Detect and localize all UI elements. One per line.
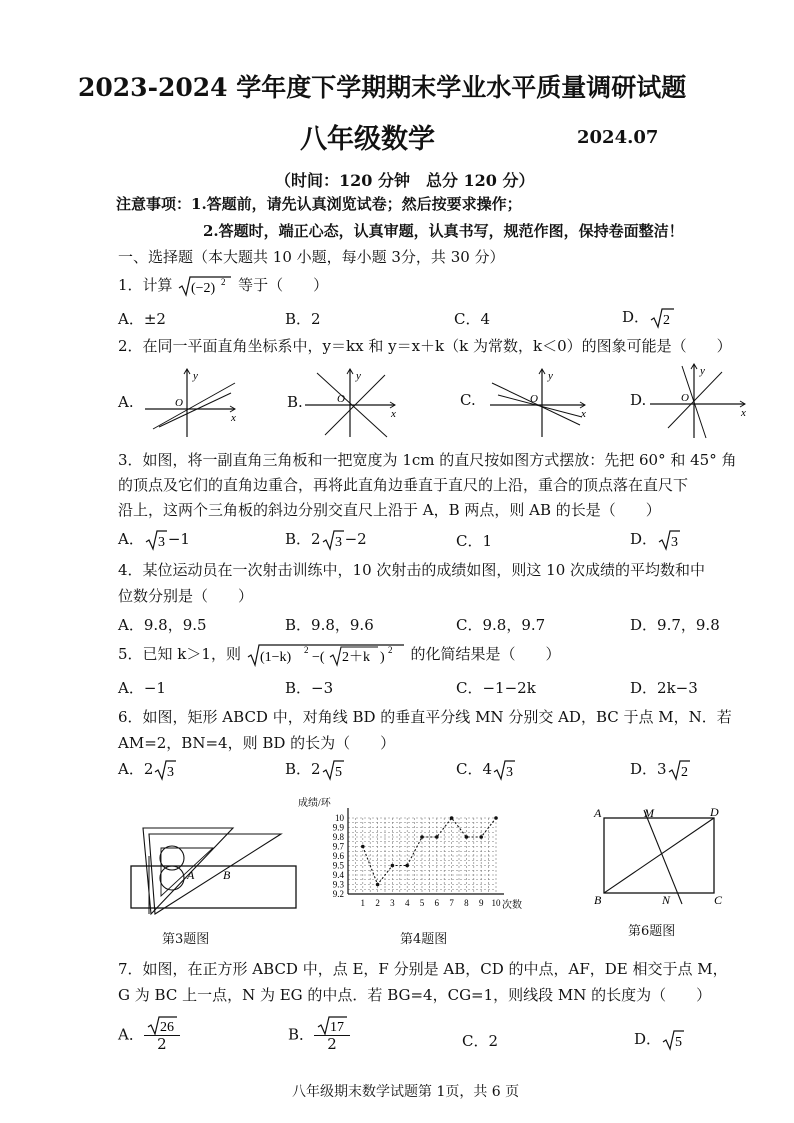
exam-date: 2024.07 xyxy=(577,127,659,148)
y-tick-label: 9.4 xyxy=(332,870,344,880)
x-tick-label: 1 xyxy=(360,898,366,908)
q1-option-d[interactable]: D． 2 xyxy=(622,306,675,329)
q7-option-b[interactable]: B． $\frac{17}{2}$ xyxy=(288,1015,350,1053)
question-2-stem: 2．在同一平面直角坐标系中，y＝kx 和 y＝x＋k（k 为常数，k＜0）的图象可能是（ ） xyxy=(118,337,732,355)
q5-option-a[interactable]: A．−1 xyxy=(118,679,166,697)
sqrt-icon xyxy=(321,759,345,781)
q7-option-a[interactable]: A． $\frac{26}{2}$ xyxy=(118,1015,180,1053)
x-tick-label: 6 xyxy=(434,898,440,908)
question-4-line1: 4．某位运动员在一次射击训练中，10 次射击的成绩如图，则这 10 次成绩的平均数和中 xyxy=(118,561,706,579)
y-tick-label: 9.7 xyxy=(332,841,344,852)
svg-text:3: 3 xyxy=(167,765,175,780)
page-footer: 八年级期末数学试题第 1页，共 6 页 xyxy=(292,1084,520,1100)
q6-option-a[interactable]: A．2 3 xyxy=(118,758,177,781)
time-info: （时间：120 分钟 总分 120 分） xyxy=(275,171,535,190)
q2-graph-d xyxy=(650,360,750,440)
svg-text:B: B xyxy=(223,868,231,882)
x-tick-label: 5 xyxy=(419,898,425,908)
question-4-line2: 位数分别是（ ） xyxy=(118,587,254,605)
q1-text: 1．计算 xyxy=(118,276,173,294)
figure-4-caption: 第4题图 xyxy=(400,932,448,947)
svg-text:D: D xyxy=(710,805,719,819)
svg-text:N: N xyxy=(662,893,671,907)
q3-option-a[interactable]: A． 3 −1 xyxy=(118,530,190,550)
q1-option-c[interactable]: C．4 xyxy=(454,310,491,328)
svg-text:2＋k: 2＋k xyxy=(341,650,370,665)
svg-text:x: x xyxy=(231,412,236,424)
q7-option-c[interactable]: C．2 xyxy=(462,1032,499,1050)
data-point xyxy=(435,835,439,839)
svg-text:y: y xyxy=(356,370,361,382)
y-tick-label: 9.2 xyxy=(332,889,344,899)
figure-4-chart xyxy=(296,796,526,926)
figure-6-caption: 第6题图 xyxy=(628,924,676,939)
q6-option-b[interactable]: B．2 5 xyxy=(285,758,345,781)
q1-option-a[interactable]: A．±2 xyxy=(118,310,166,328)
x-axis-label: 次数 xyxy=(502,900,522,911)
figure-3-caption: 第3题图 xyxy=(162,932,210,947)
sqrt-icon xyxy=(492,759,516,781)
svg-text:y: y xyxy=(700,365,705,377)
question-6-line1: 6．如图，矩形 ABCD 中，对角线 BD 的垂直平分线 MN 分别交 AD，BC 于点 M，N．若 xyxy=(118,708,732,726)
q2-option-c[interactable]: C. xyxy=(460,391,476,409)
svg-text:y: y xyxy=(548,370,553,382)
svg-text:M: M xyxy=(644,806,654,820)
notice-2: 2.答题时，端正心态，认真审题，认真书写，规范作图，保持卷面整洁！ xyxy=(203,222,684,240)
question-3-line2: 的顶点及它们的直角边重合，再将此直角边垂直于直尺的上沿，重合的顶点落在直尺下 xyxy=(118,476,689,494)
svg-text:A: A xyxy=(594,806,602,820)
sqrt-icon xyxy=(316,1015,348,1035)
x-tick-label: 10 xyxy=(491,898,501,908)
q4-option-a[interactable]: A．9.8，9.5 xyxy=(118,616,207,634)
svg-text:2: 2 xyxy=(221,277,226,287)
y-axis-label: 成绩/环 xyxy=(298,798,331,809)
y-tick-label: 9.6 xyxy=(332,851,344,861)
svg-text:B: B xyxy=(594,893,602,907)
question-7-line2: G 为 BC 上一点，N 为 EG 的中点．若 BG=4，CG=1，则线段 MN 的长度为（ ） xyxy=(118,986,712,1004)
svg-text:): ) xyxy=(379,650,385,665)
q2-graph-b xyxy=(305,365,400,440)
x-tick-label: 3 xyxy=(390,898,395,908)
svg-text:x: x xyxy=(741,407,746,419)
data-point xyxy=(405,864,409,868)
data-point xyxy=(420,835,424,839)
q4-option-c[interactable]: C．9.8，9.7 xyxy=(456,616,546,634)
svg-text:O: O xyxy=(175,397,183,409)
data-point xyxy=(479,835,483,839)
svg-text:(−2): (−2) xyxy=(191,281,216,296)
question-6-line2: AM=2，BN=4，则 BD 的长为（ ） xyxy=(118,734,396,752)
svg-text:26: 26 xyxy=(159,1020,174,1035)
data-point xyxy=(361,845,365,849)
svg-text:3: 3 xyxy=(334,535,342,550)
svg-text:2: 2 xyxy=(663,313,671,328)
svg-text:2: 2 xyxy=(387,645,393,655)
sqrt-icon xyxy=(657,529,681,551)
q2-graph-a xyxy=(145,365,240,440)
svg-text:5: 5 xyxy=(675,1035,683,1050)
notice-1 xyxy=(116,193,522,214)
figure-3 xyxy=(125,818,305,923)
y-tick-label: 9.8 xyxy=(332,832,344,842)
q6-option-d[interactable]: D．3 2 xyxy=(630,758,691,781)
data-point xyxy=(450,816,454,820)
q3-option-c[interactable]: C．1 xyxy=(456,532,493,550)
svg-text:2: 2 xyxy=(303,645,309,655)
y-tick-label: 9.9 xyxy=(332,822,344,833)
y-tick-label: 10 xyxy=(335,813,344,823)
question-3-line3: 沿上，这两个三角板的斜边分别交直尺上沿于 A，B 两点，则 AB 的长是（ ） xyxy=(118,501,661,519)
q3-option-d[interactable]: D． 3 xyxy=(630,528,681,551)
q7-option-d[interactable]: D． 5 xyxy=(634,1028,685,1051)
section-title: 一、选择题（本大题共 10 小题，每小题 3分，共 30 分） xyxy=(118,248,505,266)
x-tick-label: 2 xyxy=(375,898,380,908)
figure-6 xyxy=(592,805,727,908)
x-tick-label: 7 xyxy=(449,898,454,908)
question-3-line1: 3．如图，将一副直角三角板和一把宽度为 1cm 的直尺按如图方式摆放：先把 60° 和 45° 角 xyxy=(118,451,737,469)
q2-option-a[interactable]: A. xyxy=(118,393,134,411)
data-point xyxy=(494,816,498,820)
sqrt-icon xyxy=(144,529,168,551)
sqrt-icon xyxy=(177,275,233,297)
sqrt-icon xyxy=(661,1029,685,1051)
svg-text:O: O xyxy=(681,392,689,404)
data-point xyxy=(391,864,395,868)
question-7-line1: 7．如图，在正方形 ABCD 中，点 E，F 分别是 AB，CD 的中点，AF，DE 相交于点 M， xyxy=(118,960,728,978)
sqrt-icon xyxy=(146,1015,178,1035)
sqrt-icon xyxy=(153,759,177,781)
q6-option-c[interactable]: C．4 3 xyxy=(456,758,516,781)
svg-text:A: A xyxy=(187,868,195,882)
exam-title: 2023-2024 学年度下学期期末学业水平质量调研试题 xyxy=(78,73,687,102)
q1-text-b: 等于（ ） xyxy=(238,276,329,294)
question-1-stem xyxy=(118,274,328,297)
svg-text:y: y xyxy=(193,370,198,382)
x-tick-label: 8 xyxy=(464,898,469,908)
data-point xyxy=(376,883,380,887)
svg-text:O: O xyxy=(337,393,345,405)
svg-text:x: x xyxy=(581,408,586,420)
q5-option-b[interactable]: B．−3 xyxy=(285,679,334,697)
q3-option-b[interactable]: B．2 3 −2 xyxy=(285,530,367,550)
q1-option-b[interactable]: B．2 xyxy=(285,310,321,328)
svg-text:C: C xyxy=(714,893,723,907)
question-5-stem: 5．已知 k＞1，则 (1−k) 2 −( 2＋k ) 2 的化简结果是（ ） xyxy=(118,645,561,665)
sqrt-icon xyxy=(321,529,345,551)
q5-option-d[interactable]: D．2k−3 xyxy=(630,679,698,697)
x-tick-label: 9 xyxy=(478,898,484,908)
q2-graph-c xyxy=(490,365,590,440)
y-tick-label: 9.5 xyxy=(332,860,344,871)
q4-option-d[interactable]: D．9.7，9.8 xyxy=(630,616,720,634)
y-tick-label: 9.3 xyxy=(332,879,344,890)
sqrt-icon xyxy=(667,759,691,781)
sqrt-icon xyxy=(246,643,406,667)
q2-option-b[interactable]: B. xyxy=(287,393,303,411)
q5-option-c[interactable]: C．−1−2k xyxy=(456,679,536,697)
notice-text-1: 1.答题前，请先认真浏览试卷；然后按要求操作； xyxy=(191,195,522,213)
svg-text:5: 5 xyxy=(334,765,342,780)
svg-text:x: x xyxy=(391,408,396,420)
svg-text:3: 3 xyxy=(671,535,679,550)
q2-option-d[interactable]: D. xyxy=(630,391,647,409)
sqrt-icon xyxy=(649,307,675,329)
subject-title: 八年级数学 xyxy=(300,124,435,155)
svg-text:17: 17 xyxy=(330,1020,345,1035)
notice-label: 注意事项： xyxy=(116,195,192,213)
svg-text:(1−k): (1−k) xyxy=(259,650,291,665)
svg-text:3: 3 xyxy=(157,535,165,550)
x-tick-label: 4 xyxy=(404,898,410,908)
svg-text:2: 2 xyxy=(680,765,688,780)
data-point xyxy=(465,835,469,839)
svg-text:O: O xyxy=(530,393,538,405)
svg-text:3: 3 xyxy=(506,765,514,780)
q4-option-b[interactable]: B．9.8，9.6 xyxy=(285,616,374,634)
svg-text:−(: −( xyxy=(311,650,325,665)
